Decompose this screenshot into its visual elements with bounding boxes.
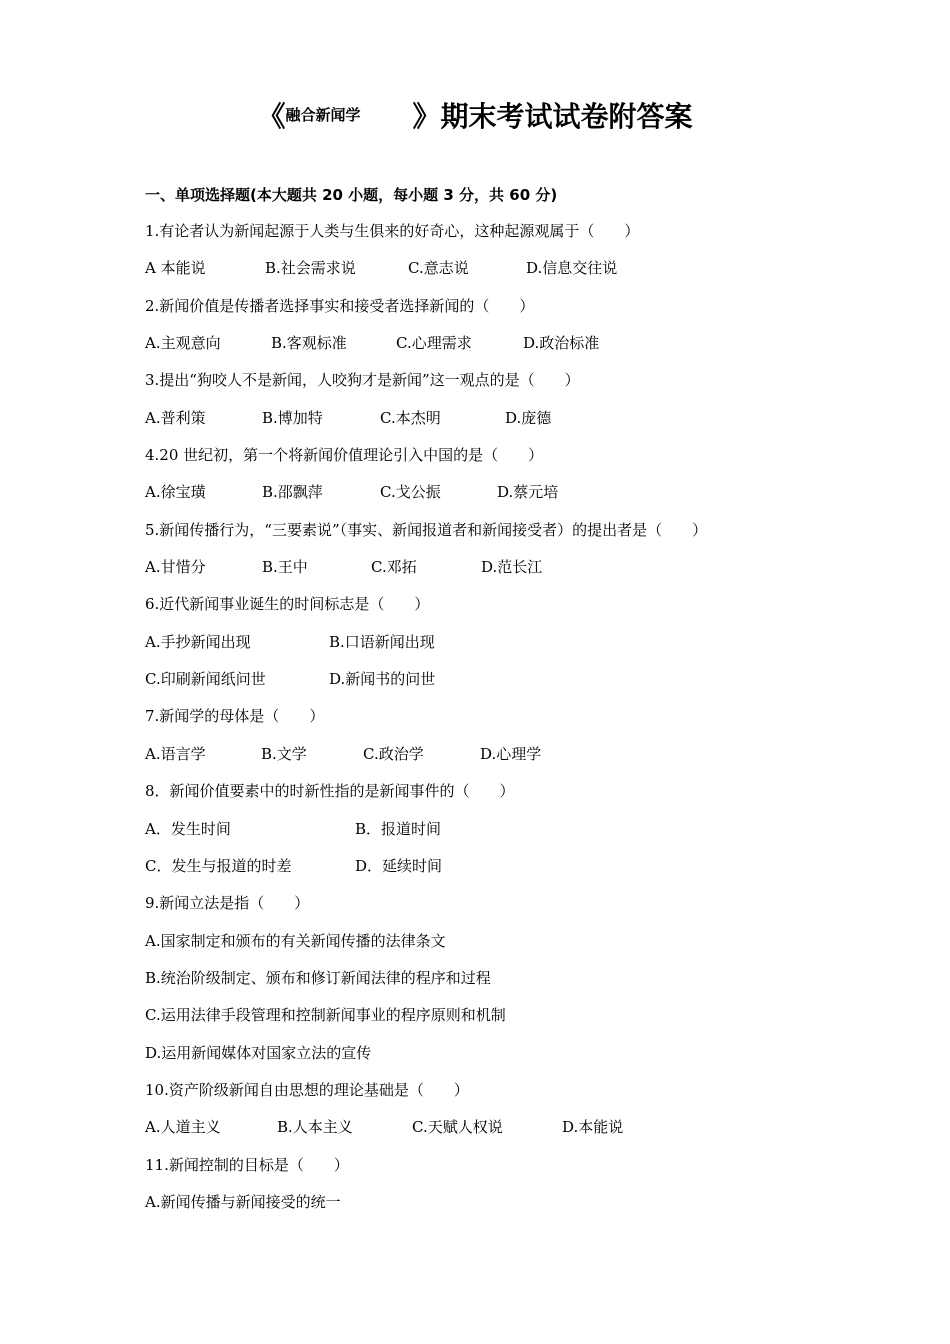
option-row (145, 1190, 845, 1227)
option-row (145, 555, 845, 592)
option-d-text: D.信息交往说 (526, 259, 618, 278)
question-stem: 9.新闻立法是指（ ） (145, 894, 310, 913)
option-a-text: A.甘惜分 (145, 558, 206, 577)
option-b-text: B.邵飘萍 (262, 483, 323, 502)
option-d-text: D.范长江 (481, 558, 543, 577)
option-a-text: A.国家制定和颁布的有关新闻传播的法律条文 (145, 931, 446, 950)
option-row (145, 667, 845, 704)
question-stem: 1.有论者认为新闻起源于人类与生俱来的好奇心，这种起源观属于（ ） (145, 222, 640, 240)
option-a-text: A.主观意向 (145, 334, 221, 353)
option-d-text: D.庞德 (505, 408, 552, 427)
option-row (145, 966, 845, 1003)
option-b-text: B．报道时间 (355, 819, 442, 838)
option-c-text: C.心理需求 (396, 334, 472, 353)
option-b-text: B.口语新闻出现 (329, 632, 435, 651)
option-row (145, 1041, 845, 1078)
question-list (145, 219, 845, 1227)
question-stem: 7.新闻学的母体是（ ） (145, 707, 325, 726)
question-stem: 5.新闻传播行为，“三要素说”（事实、新闻报道者和新闻接受者）的提出者是（ ） (145, 520, 708, 539)
option-row (145, 1003, 845, 1040)
option-row (145, 854, 845, 891)
option-a-text: C.运用法律手段管理和控制新闻事业的程序原则和机制 (145, 1006, 506, 1025)
option-b-text: D.新闻书的问世 (329, 670, 436, 689)
title-open-bracket: 《 (257, 100, 286, 133)
question-stem: 6.近代新闻事业诞生的时间标志是（ ） (145, 595, 430, 614)
option-b-text: D．延续时间 (355, 856, 443, 875)
option-a-text: A.新闻传播与新闻接受的统一 (145, 1192, 341, 1211)
option-a-text: B.统治阶级制定、颁布和修订新闻法律的程序和过程 (145, 968, 491, 987)
option-a-text: D.运用新闻媒体对国家立法的宣传 (145, 1043, 372, 1062)
title-close-bracket: 》 (412, 100, 441, 133)
option-row (145, 256, 845, 293)
option-b-text: B.客观标准 (271, 334, 347, 353)
option-b-text: B.人本主义 (277, 1118, 353, 1137)
section-heading: 一、单项选择题(本大题共 20 小题，每小题 3 分，共 60 分) (145, 186, 558, 204)
option-a-text: A.徐宝璜 (145, 483, 206, 502)
question-stem: 4.20 世纪初，第一个将新闻价值理论引入中国的是（ ） (145, 446, 544, 465)
option-row (145, 480, 845, 517)
option-row (145, 331, 845, 368)
option-d-text: D.政治标准 (523, 334, 600, 353)
option-c-text: C.政治学 (363, 744, 424, 763)
title-subject: 融合新闻学 (285, 106, 361, 124)
option-c-text: C.意志说 (408, 259, 469, 278)
option-a-text: A.人道主义 (145, 1118, 221, 1137)
option-b-text: B.王中 (262, 558, 308, 577)
option-b-text: B.文学 (261, 744, 307, 763)
option-a-text: C.印刷新闻纸问世 (145, 670, 266, 689)
option-a-text: A.普利策 (145, 408, 206, 427)
option-c-text: C.戈公振 (380, 483, 441, 502)
option-row (145, 742, 845, 779)
option-row (145, 630, 845, 667)
option-a-text: A．发生时间 (145, 819, 231, 838)
question-stem: 11.新闻控制的目标是（ ） (145, 1155, 349, 1174)
question-stem: 2.新闻价值是传播者选择事实和接受者选择新闻的（ ） (145, 296, 535, 315)
option-row (145, 406, 845, 443)
option-row (145, 1115, 845, 1152)
option-d-text: D.本能说 (562, 1118, 624, 1137)
option-a-text: C．发生与报道的时差 (145, 856, 292, 875)
option-c-text: C.本杰明 (380, 408, 441, 427)
option-a-text: A 本能说 (145, 259, 206, 278)
option-b-text: B.社会需求说 (265, 259, 356, 278)
option-a-text: A.语言学 (145, 744, 206, 763)
question-stem: 10.资产阶级新闻自由思想的理论基础是（ ） (145, 1080, 469, 1099)
option-d-text: D.心理学 (480, 744, 542, 763)
title-rest: 期末考试试卷附答案 (440, 100, 693, 133)
question-stem: 3.提出“狗咬人不是新闻，人咬狗才是新闻”这一观点的是（ ） (145, 371, 580, 390)
option-d-text: D.蔡元培 (497, 483, 559, 502)
option-row (145, 929, 845, 966)
option-c-text: C.天赋人权说 (412, 1118, 503, 1137)
option-b-text: B.博加特 (262, 408, 323, 427)
option-c-text: C.邓拓 (371, 558, 417, 577)
page-title (0, 95, 950, 139)
option-a-text: A.手抄新闻出现 (145, 632, 251, 651)
option-row (145, 817, 845, 854)
question-stem: 8．新闻价值要素中的时新性指的是新闻事件的（ ） (145, 782, 515, 801)
